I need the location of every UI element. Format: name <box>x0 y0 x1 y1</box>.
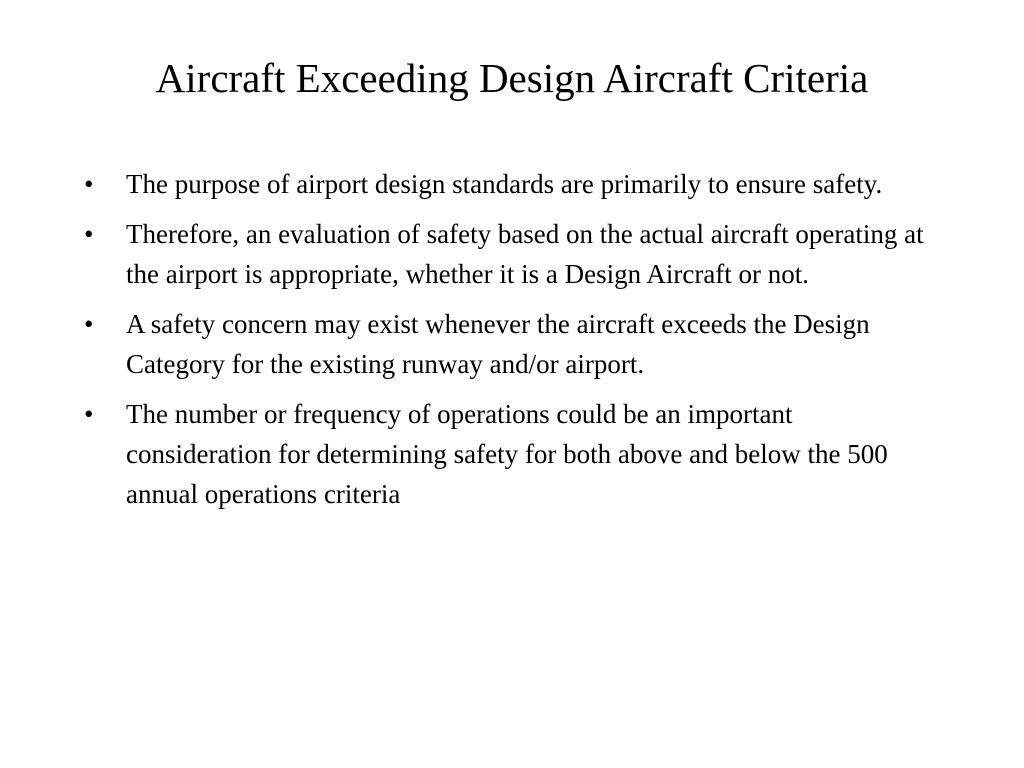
bullet-text: The number or frequency of operations could be an important consideration for determining safety for both above and below the 500 annual operations criteria <box>126 399 888 509</box>
bullet-dot-icon: • <box>84 309 94 339</box>
bullet-item <box>84 394 944 514</box>
bullet-dot-icon: • <box>84 219 94 249</box>
bullet-list <box>84 164 944 524</box>
bullet-text: A safety concern may exist whenever the aircraft exceeds the Design Category for the existing runway and/or airport. <box>126 309 870 379</box>
bullet-item <box>84 164 944 204</box>
bullet-dot-icon: • <box>84 399 94 429</box>
bullet-item <box>84 214 944 294</box>
bullet-text: Therefore, an evaluation of safety based on the actual aircraft operating at the airport is appropriate, whether it is a Design Aircraft or not. <box>126 219 924 289</box>
bullet-dot-icon: • <box>84 169 94 199</box>
slide-title: Aircraft Exceeding Design Aircraft Criteria <box>155 55 869 101</box>
bullet-item <box>84 304 944 384</box>
bullet-text: The purpose of airport design standards are primarily to ensure safety. <box>126 169 883 199</box>
